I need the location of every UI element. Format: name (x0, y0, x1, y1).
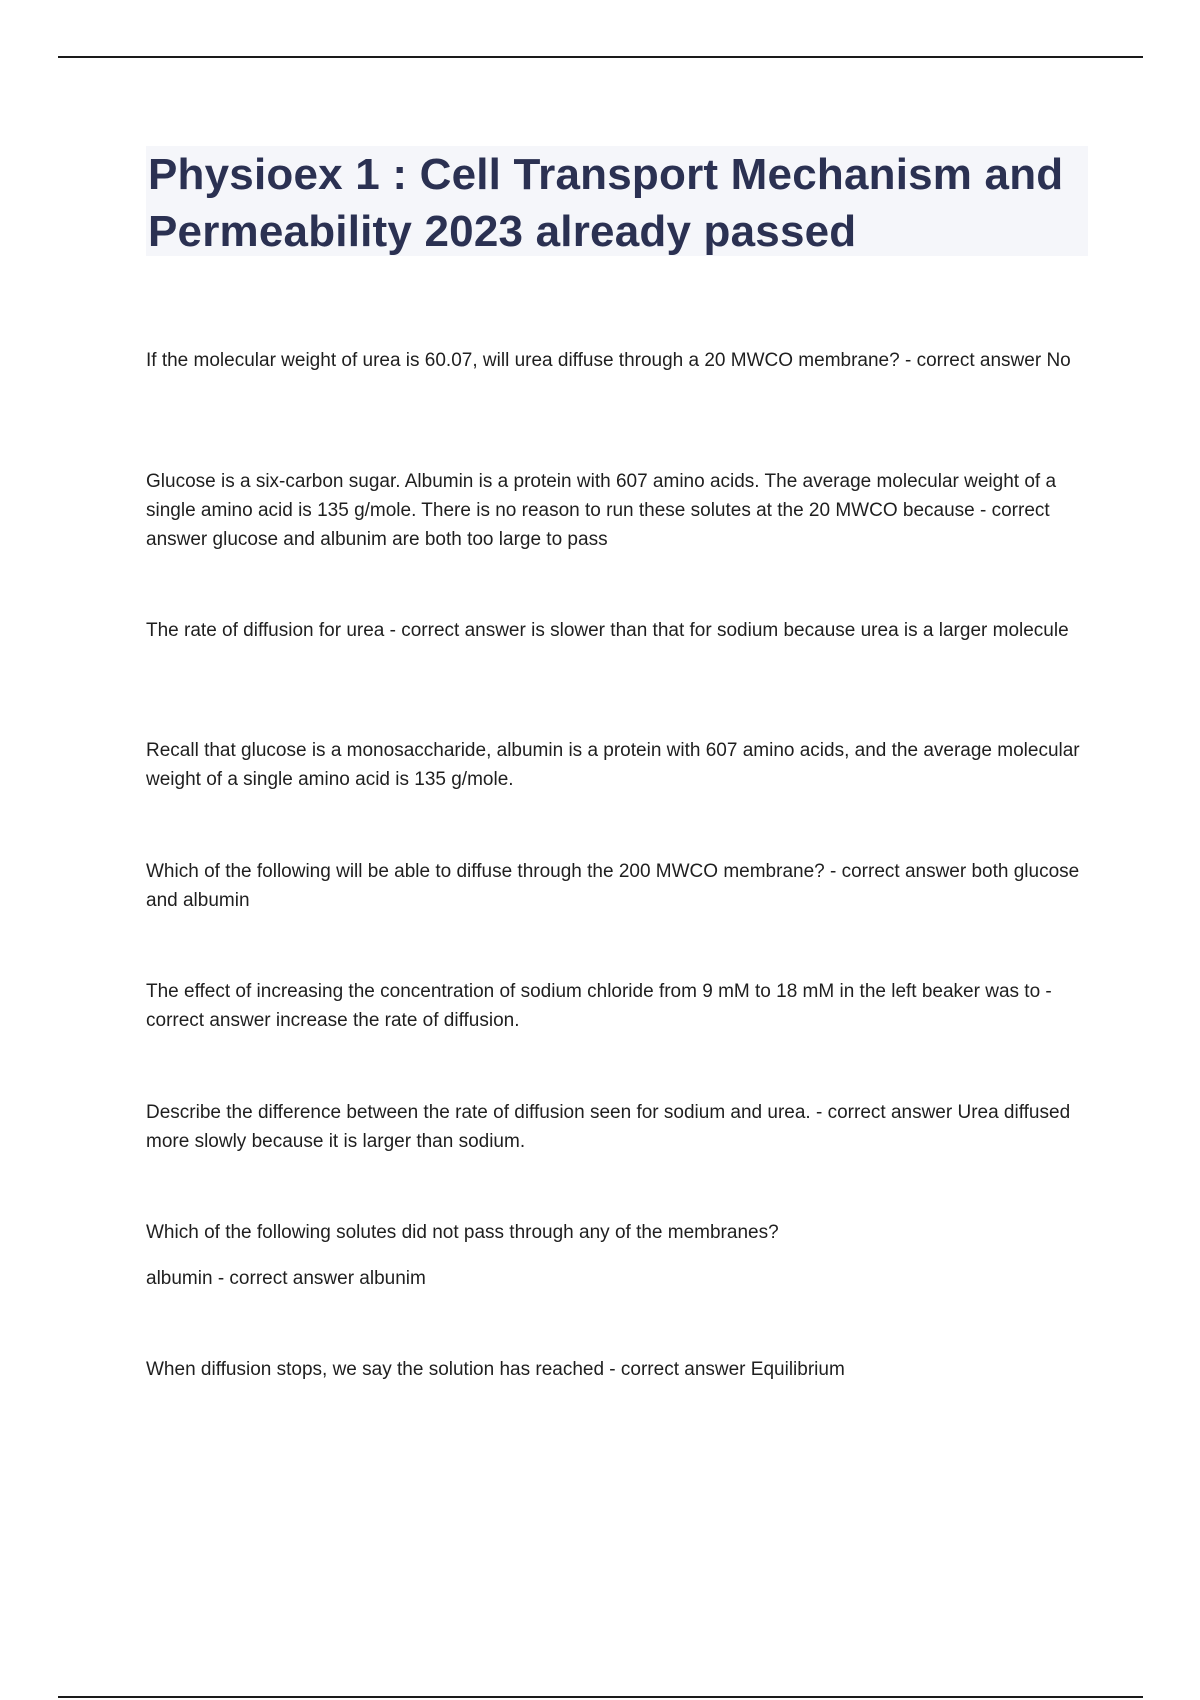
qa-item-1: If the molecular weight of urea is 60.07, will urea diffuse through a 20 MWCO membrane? - correct answer No (146, 350, 1071, 371)
qa-item-8: Which of the following solutes did not pass through any of the membranes? (146, 1222, 779, 1243)
footer-rule (58, 1696, 1143, 1698)
qa-item-9: albumin - correct answer albunim (146, 1268, 426, 1289)
document-title: Physioex 1 : Cell Transport Mechanism and Permeability 2023 already passed (148, 150, 1064, 256)
qa-item-3: The rate of diffusion for urea - correct answer is slower than that for sodium because urea is a larger molecule (146, 620, 1069, 641)
header-rule (58, 56, 1143, 58)
qa-item-10: When diffusion stops, we say the solution has reached - correct answer Equilibrium (146, 1359, 845, 1380)
title-block (146, 146, 1088, 256)
qa-item-5: Which of the following will be able to diffuse through the 200 MWCO membrane? - correct answer both glucose and albumin (146, 861, 1080, 911)
qa-item-4: Recall that glucose is a monosaccharide, albumin is a protein with 607 amino acids, and the average molecular weight of a single amino acid is 135 g/mole. (146, 740, 1080, 790)
qa-item-2: Glucose is a six-carbon sugar. Albumin is a protein with 607 amino acids. The average molecular weight of a single amino acid is 135 g/mole. There is no reason to run these solutes at the 20 MWCO because - correct answer glucose and albunim are both too large to pass (146, 471, 1057, 550)
qa-item-7: Describe the difference between the rate of diffusion seen for sodium and urea. - correct answer Urea diffused more slowly because it is larger than sodium. (146, 1102, 1071, 1152)
qa-item-6: The effect of increasing the concentration of sodium chloride from 9 mM to 18 mM in the left beaker was to - correct answer increase the rate of diffusion. (146, 981, 1052, 1031)
